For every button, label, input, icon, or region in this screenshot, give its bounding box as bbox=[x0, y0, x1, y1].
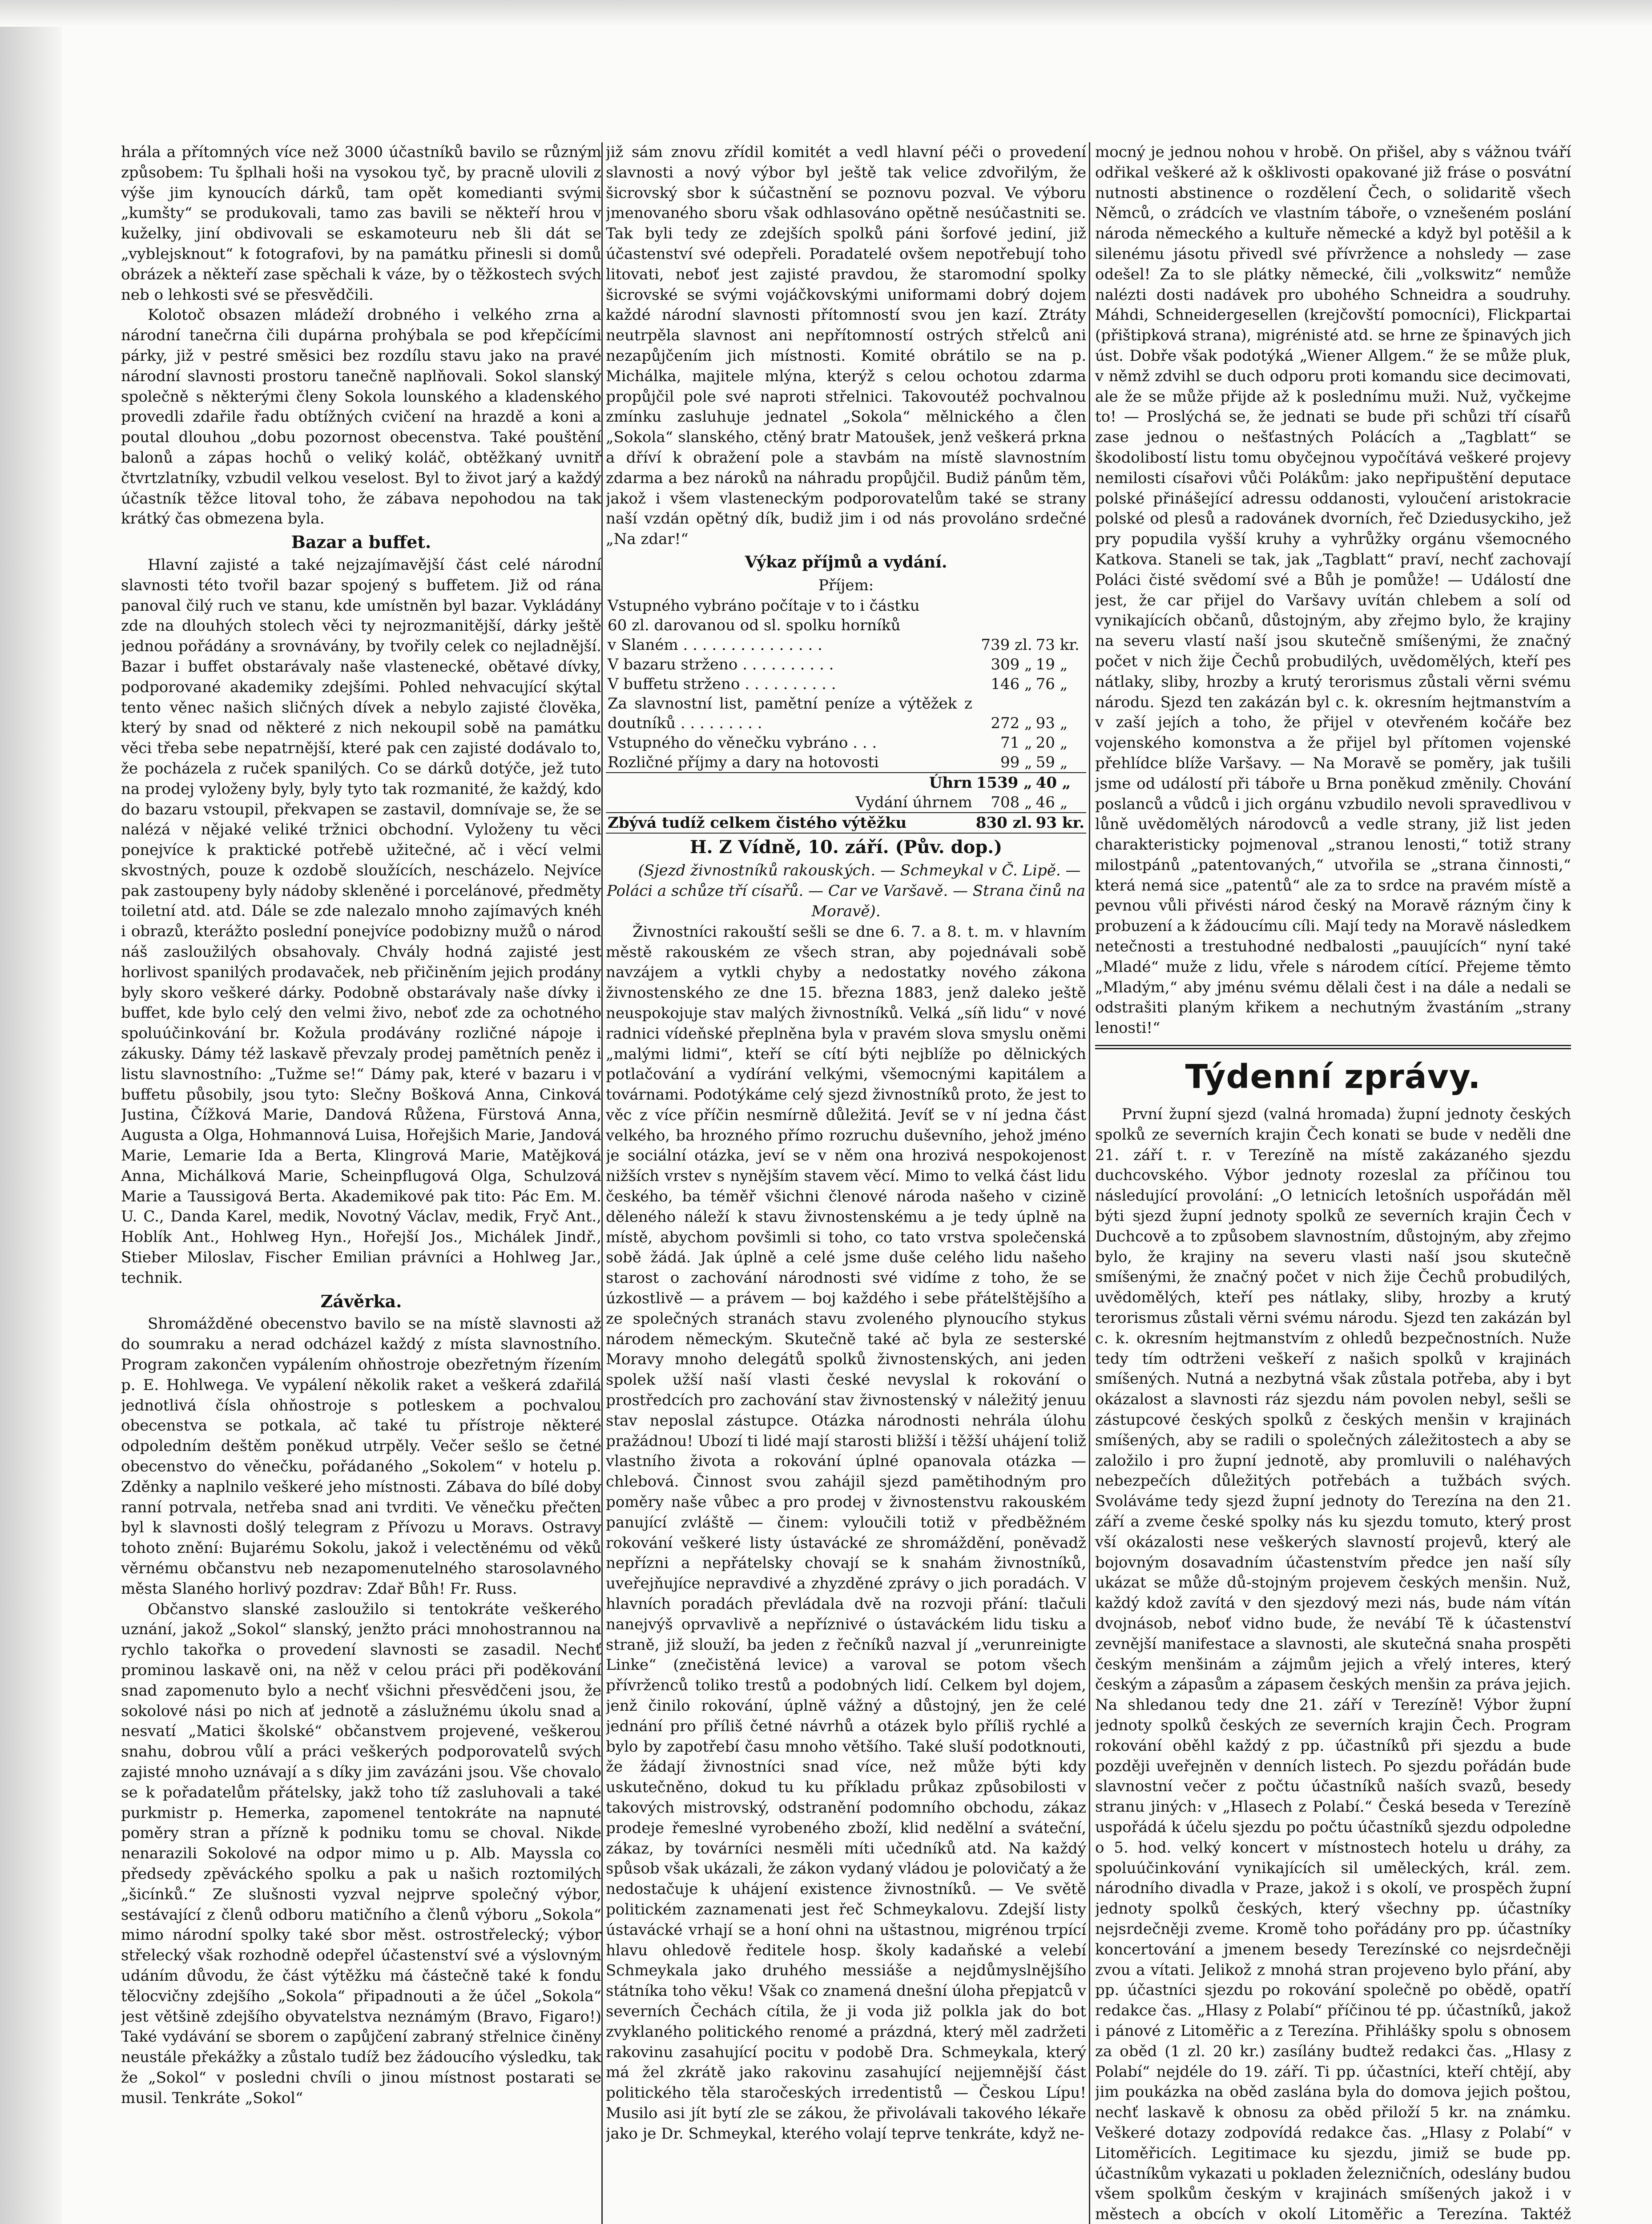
accounts-row bbox=[606, 733, 1086, 753]
accounts-table bbox=[606, 596, 1086, 834]
account-cents: 59 „ bbox=[1036, 753, 1068, 771]
account-cents bbox=[1034, 616, 1086, 635]
article-paragraph: Hlavní zajisté a také nejzajímavější část celé národní slavnosti této tvořil bazar spojený s buffetem. Již od rána panoval čilý ruch ve stanu, kde umístněn byl bazar. Vykládány zde na dlouhých stolech věci ty nejrozmanitější, dárky ještě jednou pořádány a srovnávány, by tvořily celek co nejladnější. Bazar i buffet obstarávaly naše vlastenecké, obětavé dívky, podporované akademiky zdejšími. Pohled nehvacující skýtal tento věnec našich sličných dívek a nebylo zajisté člověka, který by snad od některé z nich nekoupil sobě na památku věci třeba sebe nepatrnější, které pak cen zajisté dodávalo to, že pocházela z ruček spanilých. Co se dárků dotýče, jež tuto na prodej vyloženy byly, byly tyto tak rozmanité, že každý, kdo do bazaru vstoupil, překvapen se zastavil, domnívaje se, že se nalézá v nějaké veliké tržnici obchodní. Vyloženy tu věci ponejvíce k praktické potřebě užitečné, ač i věcí velmi skvostných, pouze k ozdobě sloužících, nescházelo. Nejvíce pak zastoupeny byly nádoby skleněné i porcelánové, předměty toiletní atd. atd. Dále se zde nalezalo mnoho zajímavých knéh i obrazů, kterážto poslední ponejvíce podobizny mužů o národ náš zasloužilých obsahovaly. Chvály hodná zajisté jest horlivost spanilých prodavaček, neb přičiněním jejich prodány byly skoro veškeré dárky. Podobně obstarávaly naše dívky i buffet, kde bylo celý den velmi živo, neboť zde za ochotného spoluúčinkování br. Kožula prodávány rozličné nápoje i zákusky. Dámy též laskavě převzaly prodej pamětních peněz i listu slavnostního: „Tužme se!“ Dámy pak, které v bazaru i v buffetu působily, jsou tyto: Slečny Bošková Anna, Cinková Justina, Čížková Marie, Dandová Růžena, Fürstová Anna, Augusta a Olga, Hohmannová Luisa, Hořejšich Marie, Jandová Marie, Lemarie Ida a Berta, Klingrová Marie, Matějková Anna, Michálková Marie, Scheinpflugová Olga, Schulzová Marie a Taussigová Berta. Akademikové pak tito: Pác Em. M. U. C., Danda Karel, medik, Novotný Václav, medik, Fryč Ant., Hoblík Ant., Hohlweg Hyn., Hořejší Jos., Michálek Jindř., Stieber Miloslav, Fischer Emilian právníci a Hohlweg Jar., technik. bbox=[121, 556, 601, 1287]
column-left bbox=[121, 142, 601, 2224]
account-cents: 73 kr. bbox=[1036, 636, 1080, 654]
article-paragraph: Občanstvo slanské zasloužilo si tentokráte veškerého uznání, jakož „Sokol“ slanský, jenžto práci mnohostrannou na rychlo takořka o provedení slavnosti se zasadil. Nechť prominou laskavě oni, na něž v celou práci při poděkování snad zapomenuto bylo a nechť všichni přesvědčeni jsou, že sokolové nási po nich ať jednotě a záslužnému úkolu snad a nesvatí „Matici školské“ občanstvem projevené, veškerou snahu, dobrou vůlí a práci veškerých podporovatelů svých zajisté mnoho uznávají a s díky jim zavázáni jsou. Vše chovalo se k pořadatelům přátelsky, jakž toho tíž zasluhovali a také purkmistr p. Hemerka, zapomenel tentokráte na napnuté poměry stran a přízně k podniku tomu se choval. Nikde nenarazili Sokolové na odpor mimo u p. Alb. Mayssla co předsedy zpěváckého spolku a pak u našich roztomilých „šicínků.“ Ze slušnosti vyzval nejprve společný výbor, sestávající z členů odboru matičního a členů výboru „Sokola“ mimo národní spolky také sbor měst. ostrostřelecký; výbor střelecký však rozhodně odepřel účastenství své a výslovným udáním důvodu, že část výtěžku má částečně také k fondu tělocvičny zdejšího „Sokola“ připadnouti a že účel „Sokola“ jest většině zdejšího obyvatelstva neznámým (Bravo, Figaro!) Také vydávání se sborem o zapůjčení zabraný střelnice činěny neustále překážky a zůstalo tudíž bez žádoucího výsledku, tak že „Sokol“ v posledni chvíli o jinou místnost postarati se musil. Tenkráte „Sokol“ bbox=[121, 1600, 601, 2107]
account-amount bbox=[974, 596, 1034, 616]
accounts-row bbox=[606, 674, 1086, 694]
accounts-row bbox=[606, 635, 1086, 655]
accounts-balance-row bbox=[606, 813, 1086, 833]
accounts-row bbox=[606, 655, 1086, 674]
section-heading: Závěrka. bbox=[320, 1291, 402, 1311]
article-paragraph: Shromážděné obecenstvo bavilo se na místě slavnosti až do soumraku a nerad odcházel každý z místa slavnostního. Program zakončen vypálením ohňostroje obezřetným řízením p. E. Hohlwega. Ve vypálení několik raket a veškerá zdařilá jednotlivá čísla ohňostroje s potleskem a pochvalou obecenstva se potkala, ač také tu přístroje některé odpoledním deštěm poněkud utrpěly. Večer sešlo se četné obecenstvo do věnečku, pořádaného „Sokolem“ v hotelu p. Zděnky a naplnilo veškeré jeho místnosti. Zábava do bílé doby ranní potrvala, netřeba snad ani tvrditi. Ve věnečku přečten byl k slavnosti došlý telegram z Přívozu u Moravs. Ostravy tohoto znění: Bujarému Sokolu, jakož i velectěnému od věků věrnému občanstvu neb nezapomenutelného starosolavného města Slaného horlivý pozdrav: Zdař Bůh! Fr. Russ. bbox=[121, 1315, 601, 1598]
accounts-row bbox=[606, 616, 1086, 635]
article-paragraph: Kolotoč obsazen mládeží drobného i velkého zrna a národní tanečrna čili dupárna prohýbala se pod křepčícími párky, již v pestré směsici bez rozdílu stavu jako na pravé národní slavnosti prostoru tanečně naplňovali. Sokol slanský společně s některými členy Sokola lounského a kladenského provedli zdařile řadu obtížných cvičení na hrazdě a koni a poutal dlouhou „dobu pozornost obecenstva. Také pouštění balonů a zápas hochů o veliký koláč, obtěžkaný uvnitř čtvrtzlatníky, vzbudil velkou veselost. Byl to život jarý a každý účastník těžce litoval toho, že zábava nepohodou na tak krátký čas obmezena byla. bbox=[121, 306, 601, 528]
accounts-total-row bbox=[606, 773, 1086, 793]
article-paragraph: již sám znovu zřídil komitét a vedl hlavní péči o provedení slavnosti a nový výbor byl ještě tak velice zdvořilým, že šicrovský sbor k súčastnění se poznovu pozval. Ve výboru jmenovaného sboru však odhlasováno opětně nesúčastniti se. Tak byli tedy ze zdejších spolků páni šorfové jediní, již účastenství své odepřeli. Poradatelé ovšem nepotřebují toho litovati, neboť jest zajisté pravdou, že staromodní spolky šicrovské se svými vojáčkovskými uniformami dobrý dojem každé národní slavnosti přítomností svou jen kazí. Ztráty neutrpěla slavnost ani nepřítomností ostrých střelců ani nezapůjčením jich místnosti. Komité obrátilo se na p. Michálka, majitele mlýna, kterýž s celou ochotou zdarma propůjčil pole své naproti střelnici. Takovoutéž pochvalnou zmínku zasluhuje jednatel „Sokola“ mělnického a člen „Sokola“ slanského, ctěný bratr Matoušek, jenž veškerá prkna a dříví k obražení pole a stavbám na místě slavnostním zdarma a bez nároků na náhradu propůjčil. Budiž pánům těm, jakož i všem vlasteneckým podporovatelům také se strany naší vzdán opětný dík, budiž jim i od nás provoláno srdečné „Na zdar!“ bbox=[606, 143, 1086, 548]
article-paragraph: Živnostníci rakouští sešli se dne 6. 7. a 8. t. m. v hlavním městě rakouském ze všech stran, aby pojednávali sobě navzájem a vytkli chyby a nedostatky nového zákona živnostenského ze dne 15. března 1883, jenž daleko ještě neuspokojuje stav malých živnostníků. Velká „síň lidu“ v nové radnici vídeňské přeplněna byla v pravém slova smyslu oněmi „malými lidmi“, kteří se cítí býti nejblíže po dělnických potlačování a vydírání velkými, všemocnými kapitálem a továrnami. Podotýkáme celý sjezd živnostníků proto, že jest to věc z více příčin nesmírně důležitá. Jevíť se v ní jedna část velkého, ba hrozného přímo rozruchu duševního, jehož jméno je sociální otázka, jeví se v něm ona hrozivá nespokojenost nižších vrstev s nynějším stavem věcí. Mimo to velká část lidu českého, ba téměř všichni členové národa našeho v cizině děleného náleží k stavu živnostenskému a je tedy úplně na místě, abychom povšimli si toho, co tato vrstva společenská sobě žádá. Jak úplně a celé jsme duše celého lidu našeho starost o zachování národnosti své vidíme z toho, že se úzkostlivě — a právem — boj každého i sebe přátelštějšího a ze společných stranách stavu zvoleného plynoucího stykus národem německým. Skutečně také ač byla ze sesterské Moravy mnoho delegátů spolků živnostenských, ani jeden spolek užší naší vlasti české nevyslal k rokování o prostředcích pro zachování stav živnostenský v náležitý jenuu stav neposlal zástupce. Otázka národnosti nehrála úlohu pražádnou! Ubozí ti lidé mají starosti bližší i těžší uhájení toliž vlastního života a rokování úplné opanovala otázka — chlebová. Činnost svou zahájil sjezd pamětihodným pro poměry naše vůbec a pro prodej v živnostenstvu rakouském panující zvláště — činem: vyloučili totiž v předběžném rokování veškeré listy ústavácké ze shromáždění, poněvadž nepřízni a nepřátelsky chovají se k snahám živnostníků, uveřejňujíce nepravdivé a zhyzděné zprávy o jich poradách. V hlavních poradách převládala dvě na rozvoji přání: tlačuli nanejvýš oprvavlivě a nepříznivé o ústaváckém lidu tisku a straně, již slouží, ba jeden z řečníků nazval jí „verunreinigte Linke“ (znečistěná levice) a varoval se potom všech přívrženců toliko trestů a podobných lidí. Celkem byl dojem, jenž činilo rokování, úplně vážný a důstojný, jen že celé jednání pro příliš četné návrhů a otázek bylo příliš rychlé a bylo by zapotřebí času mnoho většího. Také sluší podotknouti, že žádají živnostníci snad více, než může býti kdy uskutečněno, dokud tu ku příkladu průkaz způsobilosti v takových mistrovský, odstranění podomního obchodu, zákaz prodeje řemeslné vyrobeného zboží, klid nedělní a sváteční, zákaz, by továrníci nesměli míti učedníků atd. Na každý spůsob však ukázali, že zákon vydaný vládou je polovičatý a že nedostačuje k uhájení existence živnostníků. — Ve světě politickém zaznamenati jest řeč Schmeykalovu. Zdejší listy ústavácké vrhají se a honí ohni na uštastnou, migrénou trpící hlavu ohledově ředitele hosp. školy kadaňské a velebí Schmeykala jako druhého messiáše a nejdůmyslnějšího státníka toho věku! Však co znamená dnešní úloha přepjatců v severních Čechách cítila, že ji voda již polkla jak do bot zvyklaného politického renomé a prázdná, který měl zadržeti rakovinu zasahující pocitu v podobě Dra. Schmeykala, který má žel zkrátě jako rakovinu zasahující nejjemnější část politického těla staročeských irredentistů — Českou Lípu! Musilo asi jít bytí zle se zákou, že přivolávali takového lékaře jako je Dr. Schmeykal, kterého volají teprve tenkráte, když ne- bbox=[606, 923, 1086, 2143]
expense-label: Vydání úhrnem bbox=[855, 793, 972, 811]
account-amount: 272 „ bbox=[991, 714, 1032, 732]
column-right bbox=[1095, 142, 1571, 2224]
account-label: Za slavnostní list, pamětní peníze a výtěžek z doutníků . . . . . . . . . bbox=[608, 694, 972, 732]
account-cents: 19 „ bbox=[1036, 655, 1068, 673]
account-cents: 93 „ bbox=[1036, 714, 1068, 732]
account-amount: 309 „ bbox=[991, 655, 1032, 673]
total-amount: 1539 „ bbox=[974, 773, 1034, 793]
balance-cents: 93 kr. bbox=[1034, 813, 1086, 833]
account-amount: 146 „ bbox=[991, 675, 1032, 693]
scan-shadow bbox=[0, 0, 62, 2224]
account-label: 60 zl. darovanou od sl. spolku horníků bbox=[608, 616, 901, 634]
total-cents: 40 „ bbox=[1034, 773, 1086, 793]
account-label: v Slaném . . . . . . . . . . . . . . . bbox=[608, 636, 822, 654]
scan-shadow-top bbox=[0, 0, 1652, 27]
account-label: V bazaru strženo . . . . . . . . . . bbox=[608, 655, 834, 673]
account-label: Vstupného do věnečku vybráno . . . bbox=[608, 733, 877, 752]
article-summary: (Sjezd živnostníků rakouských. — Schmeykal v Č. Lipě. — Poláci a schůze tří císařů. — Car ve Varšavě. — Strana činů na Moravě). bbox=[607, 862, 1085, 920]
article-paragraph: hrála a přítomných více než 3000 účastníků bavilo se různým způsobem: Tu šplhali hoši na vysokou tyč, by pracně ulovili z výše jim kynoucích dárků, tam opět komedianti svými „kumšty“ se produkovali, tamo zas bavili se někteří hrou v kuželky, jiní obdivovali se eskamoteuru neb šli dát se „vyblejsknout“ k fotografovi, by na památku přinesli si domů obrázek a někteří zase spěchali k váze, by o těžkostech svých neb o lehkosti své se přesvědčili. bbox=[121, 143, 601, 304]
income-heading: Příjem: bbox=[818, 576, 874, 594]
article-paragraph: První župní sjezd (valná hromada) župní jednoty českých spolků ze severních krajin Čech konati se bude v neděli dne 21. září t. r. v Terezíně na místě zakázaného sjezdu duchcovského. Výbor jednoty rozeslal za příčinou tou následující provolání: „O letnicích letošních uspořádán měl býti sjezd župní jednoty spolků ze severních krajin Čech v Duchcově a to způsobem slavnostním, důstojným, aby zřejmo bylo, že krajiny na severu vlasti naší jsou skutečně smíšenými, že značný počet v nich žije Čechů probudilých, uvědomělých, kteří pes nátlaky, sliby, hrozby a krutý terorismus zůstali věrni svému národu. Sjezd ten zakázán byl c. k. okresním hejtmanstvím z ohledů bezpečnostních. Nuže tedy tím odtrženi veškeří z našich spolků v krajinách smíšených. Nutná a nezbytná však zůstala potřeba, aby i byt okázalost a slavnosti ráz sjezdu nám povolen nebyl, sešli se zástupcové českých spolků z českých menšin v krajinách smíšených, aby se radili o společných záležitostech a aby se založilo i pro župní jednotě, aby promluvili o naléhavých nebezpečích důležitých potřebách a tužbách svých. Svoláváme tedy sjezd župní jednoty do Terezína na den 21. září a zveme české spolky nás ku sjezdu tomuto, který prost vší okázalosti nese veškerých slavností projevů, který ale bojovným dosavadním účastenstvím předce jen naší síly ukázat se může dů-stojným projevem českých menšin. Nuž, každý kdož zavítá v den sjezdový mezi nás, bude nám vítán dvojnásob, neboť vidno bude, že nevábí Tě k účastenství zevnější manifestace a slavnosti, ale skutečná snaha prospěti českým menšinám a zájmům jejich a vřelý interes, který českým a zápasům a zápasem českých menšin za práva jejich. Na shledanou tedy dne 21. září v Terezíně! Výbor župní jednoty spolků českých ze severních krajin Čech. Program rokování oběhl každý z pp. účastníků při sjezdu a bude později uveřejněn v denních listech. Po sjezdu pořádán bude slavnostní večer z počtu účastníků naších svazů, besedy stranu jiných: v „Hlasech z Polabí.“ Česká beseda v Terezíně uspořádá k účelu sjezdu po počtu účastníků sjezdu odpoledne o 5. hod. velký koncert v místnostech hotelu u dráhy, za spoluúčinkování vynikajících sil uměleckých, král. zem. národního divadla v Praze, jakož i s okolí, ve prospěch župní jednoty spolků českých, který všechny pp. účastníky nejsrdečněji zveme. Kromě toho pořádány pro pp. účastníky koncertování a jmenem besedy Terezínské co nejsrdečněji zvou a vítati. Jelikož z mnohá stran projeveno bylo přání, aby pp. účastníci sjezdu po rokování společně po obědě, opatří redakce čas. „Hlasy z Polabí“ příčinou té pp. účastníků, jakož i pánové z Litoměřic a z Terezína. Přihlášky spolu s obnosem za oběd (1 zl. 20 kr.) zasílány budtež redakci čas. „Hlasy z Polabí“ nejdéle do 19. září. Ti pp. účastníci, kteří chtějí, aby jim poukázka na oběd zaslána byla do domova jejich poštou, nechť laskavě k obnosu za oběd přiloží 5 kr. na známku. Veškeré dotazy zodpovídá redakce čas. „Hlasy z Polabí“ v Litoměřicích. Legitimace ku sjezdu, jimiž se bude pp. účastníkům vykazati u pokladen železničních, odeslány budou všem spolkům českým v krajinách smíšených jakož i v městech a obcích v okolí Litoměřic a Terezína. Taktéž bbox=[1095, 1105, 1571, 2224]
expense-cents: 46 „ bbox=[1036, 793, 1068, 811]
accounts-row bbox=[606, 596, 1086, 616]
accounts-expense-row bbox=[606, 793, 1086, 813]
account-label: Vstupného vybráno počítaje v to i částku bbox=[608, 596, 920, 615]
account-label: Rozličné příjmy a dary na hotovosti bbox=[608, 753, 879, 771]
accounts-heading: Výkaz příjmů a vydání. bbox=[745, 552, 947, 572]
column-divider bbox=[601, 142, 603, 2224]
accounts-row bbox=[606, 694, 1086, 733]
article-paragraph: mocný je jednou nohou v hrobě. On přišel, aby s vážnou tváří odřikal veškeré až k ošklivosti opakované již fráse o posvátní nutnosti abstinence o rozdělení Čech, o solidaritě všech Němců, o zrádcích ve vlastním táboře, o vznešeném poslání národa německého a kultuře německé a když byl potěšil a k silenému jásotu přivedl své přívržence a nohsledy — zase odešel! Za to sle plátky německé, čili „volkswitz“ nemůže nalézti dosti nadávek pro ubohého Schneidra a soudruhy. Máhdi, Schneidergesellen (krejčovští pomocníci), Flickpartai (přištipková strana), migrénisté atd. se hrne ze špinavých jich úst. Dobře však podotýká „Wiener Allgem.“ že se může pluk, v němž zdvihl se duch odporu proti komandu sice decimovati, ale že se může přijde až k poslednímu muži. Nuž, vyčkejme to! — Proslýchá se, že jednati se bude při schůzi tří císařů zase jednou o nešťastných Polácích a „Tagblatt“ se škodolibostí listu tomu obyčejnou vypočítává veškeré projevy nemilosti císařovi vůči Polákům: jako nepřipuštění deputace polské přinášející adressu oddanosti, vyloučení aristokracie polské od plesů a radovánek dvorních, řeč Dziedusyckiho, jež pry popudila vyšší kruhy a vyhrůžky orgánu všemocného Katkova. Staneli se tak, jak „Tagblatt“ praví, nechť zachovají Poláci čisté svědomí své a Bůh je pomůže! — Událostí dne jest, že car přijel do Varšavy uvítán chlebem a solí od vynikajících občanů, důstojným, aby zřejmo bylo, že krajiny na severu vlastí naší jsou skutečně smíšenými, že značný počet v nich žije Čechů probudilých, uvědomělých, kteří pes nátlaky, sliby, hrozby a krutý terorismus zůstali věrni svému národu. Sjezd ten zakázán byl c. k. okresním hejtmanstvím a v zaší jejích a toho, že přijel v otevřeném kočáře bez vojenského komonstva a že přijel byl přítomen vojenské přehlídce blíže Varšavy. — Na Moravě se poměry, jak tušili jsme od událostí při táboře u Brna poněkud změnily. Chování poslanců a vůdců i jich orgánu vzbudilo nevoli spravedlivou v lůně uvědomělých národovců a vedle strany, již list jeden charakteristicky pojmenoval „stranou lenosti,“ totiž strany milostpánů „patentovaných,“ utvořila se „strana činnosti,“ která nemá sice „patentů“ ale za to srdce na pravém místě a pevnou vůli přivésti národ český na Moravě rázným činy k probuzení a k žádoucímu cíli. Mají tedy na Moravě následkem netečnosti a trestuhodné nedbalosti „pauujících“ nyní také „Mladé“ muže z lidu, vřele s národem cítící. Přejeme těmto „Mladým,“ aby jménu svému dělali čest i na dále a nedali se odstrašiti planým křikem a nechutným žvastáním „strany lenosti!“ bbox=[1095, 143, 1571, 1037]
balance-label: Zbývá tudíž celkem čistého výtěžku bbox=[606, 813, 974, 833]
accounts-row bbox=[606, 753, 1086, 773]
column-middle bbox=[606, 142, 1086, 2224]
account-label: V buffetu strženo . . . . . . . . . . bbox=[608, 675, 836, 693]
column-divider bbox=[1089, 142, 1090, 2224]
section-rule bbox=[1095, 1045, 1571, 1049]
section-heading: Bazar a buffet. bbox=[291, 532, 431, 552]
total-label: Úhrn bbox=[606, 773, 974, 793]
account-cents: 76 „ bbox=[1036, 675, 1068, 693]
dateline: H. Z Vídně, 10. září. (Pův. dop.) bbox=[689, 836, 1003, 858]
expense-amount: 708 „ bbox=[991, 793, 1032, 811]
account-cents: 20 „ bbox=[1036, 733, 1068, 752]
account-cents bbox=[1034, 596, 1086, 616]
account-amount bbox=[974, 616, 1034, 635]
account-amount: 99 „ bbox=[1000, 753, 1032, 771]
account-amount: 71 „ bbox=[1000, 733, 1032, 752]
section-heading-weekly-news: Týdenní zprávy. bbox=[1185, 1058, 1481, 1096]
balance-amount: 830 zl. bbox=[974, 813, 1034, 833]
account-amount: 739 zl. bbox=[981, 636, 1032, 654]
